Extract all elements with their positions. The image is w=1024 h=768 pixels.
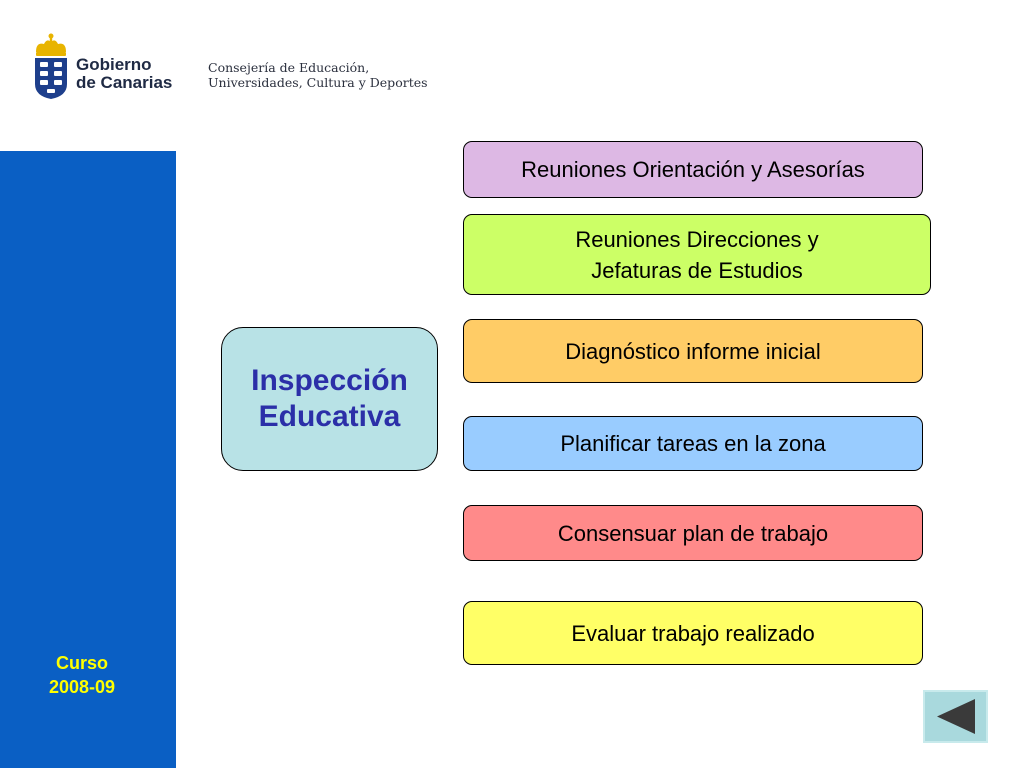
department-name — [208, 60, 428, 90]
task-box-text: Consensuar plan de trabajo — [557, 520, 829, 546]
government-name-line1: Gobierno — [76, 55, 152, 74]
task-box-evaluar — [463, 601, 923, 665]
government-name-line2: de Canarias — [76, 73, 173, 92]
task-box-text: Reuniones Orientación y Asesorías — [521, 157, 865, 182]
task-box-reuniones-orientacion — [463, 141, 923, 198]
task-box-text-line2: Jefaturas de Estudios — [591, 257, 803, 283]
task-box-text: Diagnóstico informe inicial — [565, 338, 821, 364]
course-year: 2008-09 — [48, 677, 116, 697]
task-box-text-line1: Reuniones Direcciones y — [575, 226, 819, 252]
task-box-consensuar — [463, 505, 923, 561]
center-node-line1: Inspección — [251, 364, 408, 397]
center-node-line2: Educativa — [258, 400, 401, 433]
course-label-text: Curso — [55, 653, 108, 673]
department-name-line2: Universidades, Cultura y Deportes — [208, 75, 428, 90]
back-button[interactable] — [923, 690, 988, 743]
canarias-crest-icon — [32, 32, 70, 100]
task-box-text: Planificar tareas en la zona — [560, 431, 826, 456]
task-box-reuniones-direcciones — [463, 214, 931, 295]
government-name — [76, 56, 172, 92]
department-name-line1: Consejería de Educación, — [208, 60, 370, 75]
task-box-diagnostico — [463, 319, 923, 383]
center-node-inspeccion-educativa — [221, 327, 438, 471]
task-box-text: Evaluar trabajo realizado — [571, 620, 815, 646]
gobierno-de-canarias-logo — [32, 32, 182, 102]
course-label — [0, 651, 164, 699]
triangle-left-icon — [925, 692, 986, 741]
task-box-planificar — [463, 416, 923, 471]
